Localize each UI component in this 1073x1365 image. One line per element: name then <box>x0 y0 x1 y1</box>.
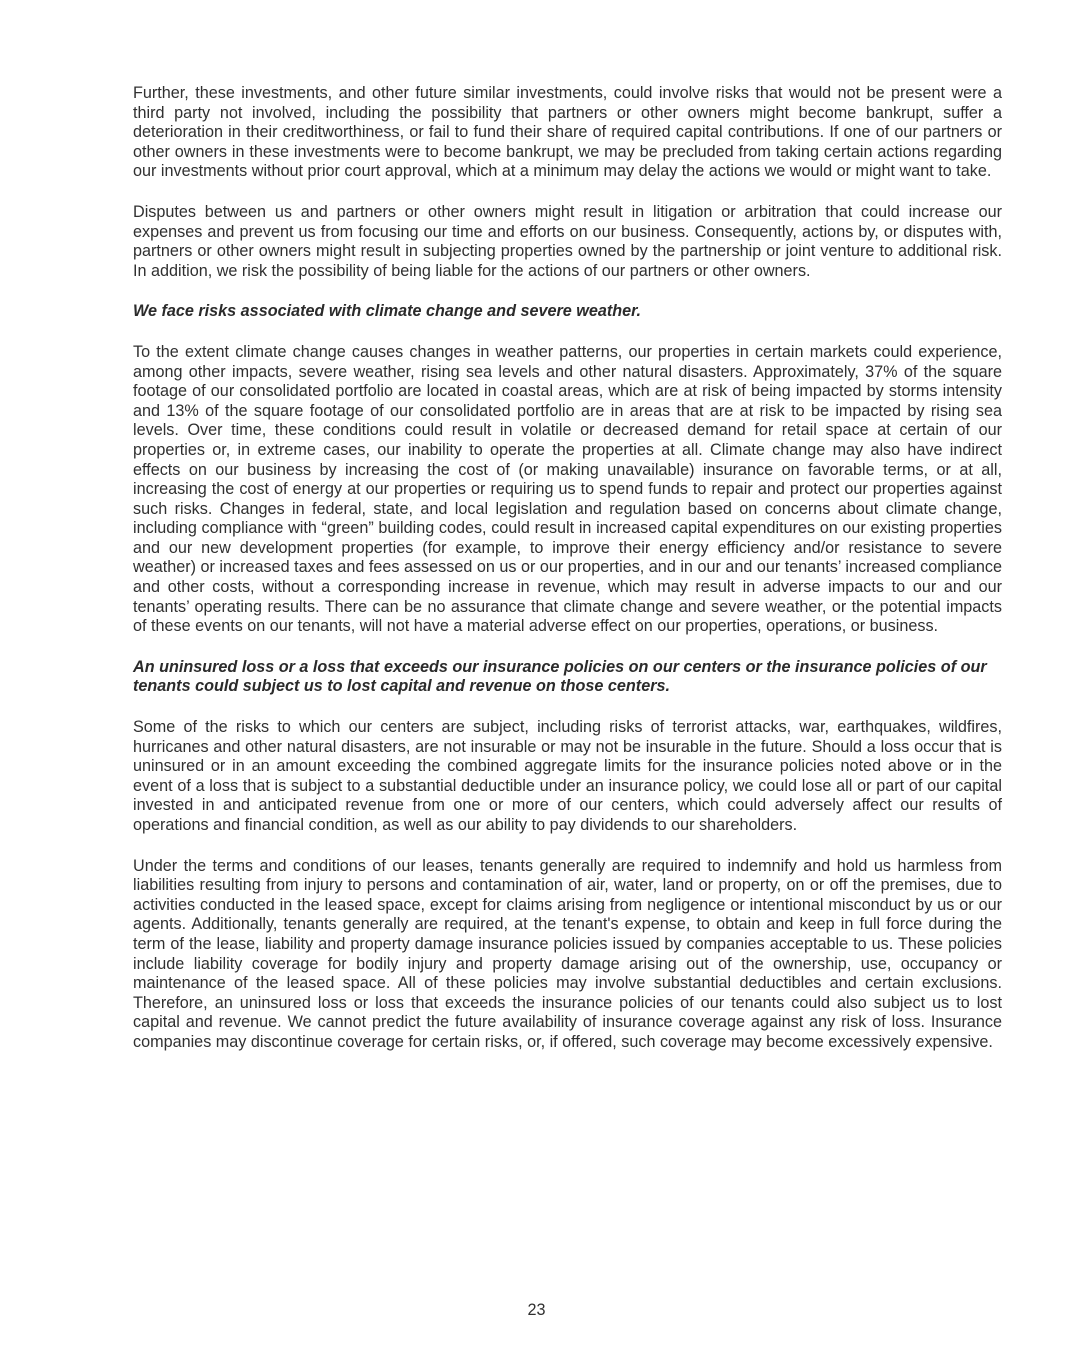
paragraph-partner-disputes: Disputes between us and partners or other owners might result in litigation or arbitration that could increase our expenses and prevent us from focusing our time and efforts on our business. Consequently, actions by, or disputes with, partners or other owners might result in subjecting properties owned by the partnership or joint venture to additional risk. In addition, we risk the possibility of being liable for the actions of our partners or other owners. <box>133 202 1002 280</box>
page-number: 23 <box>527 1301 546 1319</box>
heading-climate-change-risk: We face risks associated with climate change and severe weather. <box>133 302 642 321</box>
heading-uninsured-loss-risk: An uninsured loss or a loss that exceeds our insurance policies on our centers or the insurance policies of our tenants could subject us to lost capital and revenue on those centers. <box>133 657 987 696</box>
paragraph-insurance-coverage-risks: Some of the risks to which our centers are subject, including risks of terrorist attacks, war, earthquakes, wildfires, hurricanes and other natural disasters, are not insurable or may not be insurable in the future. Should a loss occur that is uninsured or in an amount exceeding the combined aggregate limits for the insurance policies noted above or in the event of a loss that is subject to a substantial deductible under an insurance policy, we could lose all or part of our capital invested in and anticipated revenue from one or more of our centers, which could adversely affect our results of operations and financial condition, as well as our ability to pay dividends to our shareholders. <box>133 718 1002 834</box>
page-footer <box>0 1301 1073 1321</box>
paragraph-climate-change-details: To the extent climate change causes changes in weather patterns, our properties in certain markets could experience, among other impacts, severe weather, rising sea levels and other natural disasters. Approximately, 37% of the square footage of our consolidated portfolio are located in coastal areas, which are at risk of being impacted by storms intensity and 13% of the square footage of our consolidated portfolio are in areas that are at risk to be impacted by rising sea levels. Over time, these conditions could result in volatile or decreased demand for retail space at certain of our properties or, in extreme cases, our inability to operate the properties at all. Climate change may also have indirect effects on our business by increasing the cost of (or making unavailable) insurance on favorable terms, or at all, increasing the cost of energy at our properties or requiring us to spend funds to repair and protect our properties against such risks. Changes in federal, state, and local legislation and regulation based on concerns about climate change, including compliance with “green” building codes, could result in increased capital expenditures on our existing properties and our new development properties (for example, to improve their energy efficiency and/or resistance to severe weather) or increased taxes and fees assessed on us or our properties, and in our and our tenants’ increased compliance and other costs, without a corresponding increase in revenue, which may result in adverse impacts to our and our tenants’ operating results. There can be no assurance that climate change and severe weather, or the potential impacts of these events on our tenants, will not have a material adverse effect on our properties, operations, or business. <box>133 342 1002 636</box>
page-content <box>133 84 1002 1074</box>
paragraph-investment-partner-risks: Further, these investments, and other future similar investments, could involve risks that would not be present were a third party not involved, including the possibility that partners or other owners might become bankrupt, suffer a deterioration in their creditworthiness, or fail to fund their share of required capital contributions. If one of our partners or other owners in these investments were to become bankrupt, we may be precluded from taking certain actions regarding our investments without prior court approval, which at a minimum may delay the actions we would or might want to take. <box>133 84 1002 181</box>
paragraph-tenant-indemnification: Under the terms and conditions of our leases, tenants generally are required to indemnify and hold us harmless from liabilities resulting from injury to persons and contamination of air, water, land or property, on or off the premises, due to activities conducted in the leased space, except for claims arising from negligence or intentional misconduct by us or our agents. Additionally, tenants generally are required, at the tenant's expense, to obtain and keep in full force during the term of the lease, liability and property damage insurance policies issued by companies acceptable to us. These policies include liability coverage for bodily injury and property damage arising out of the ownership, use, occupancy or maintenance of the leased space. All of these policies may involve substantial deductibles and certain exclusions. Therefore, an uninsured loss or loss that exceeds the insurance policies of our tenants could also subject us to lost capital and revenue. We cannot predict the future availability of insurance coverage against any risk of loss. Insurance companies may discontinue coverage for certain risks, or, if offered, such coverage may become excessively expensive. <box>133 856 1002 1051</box>
